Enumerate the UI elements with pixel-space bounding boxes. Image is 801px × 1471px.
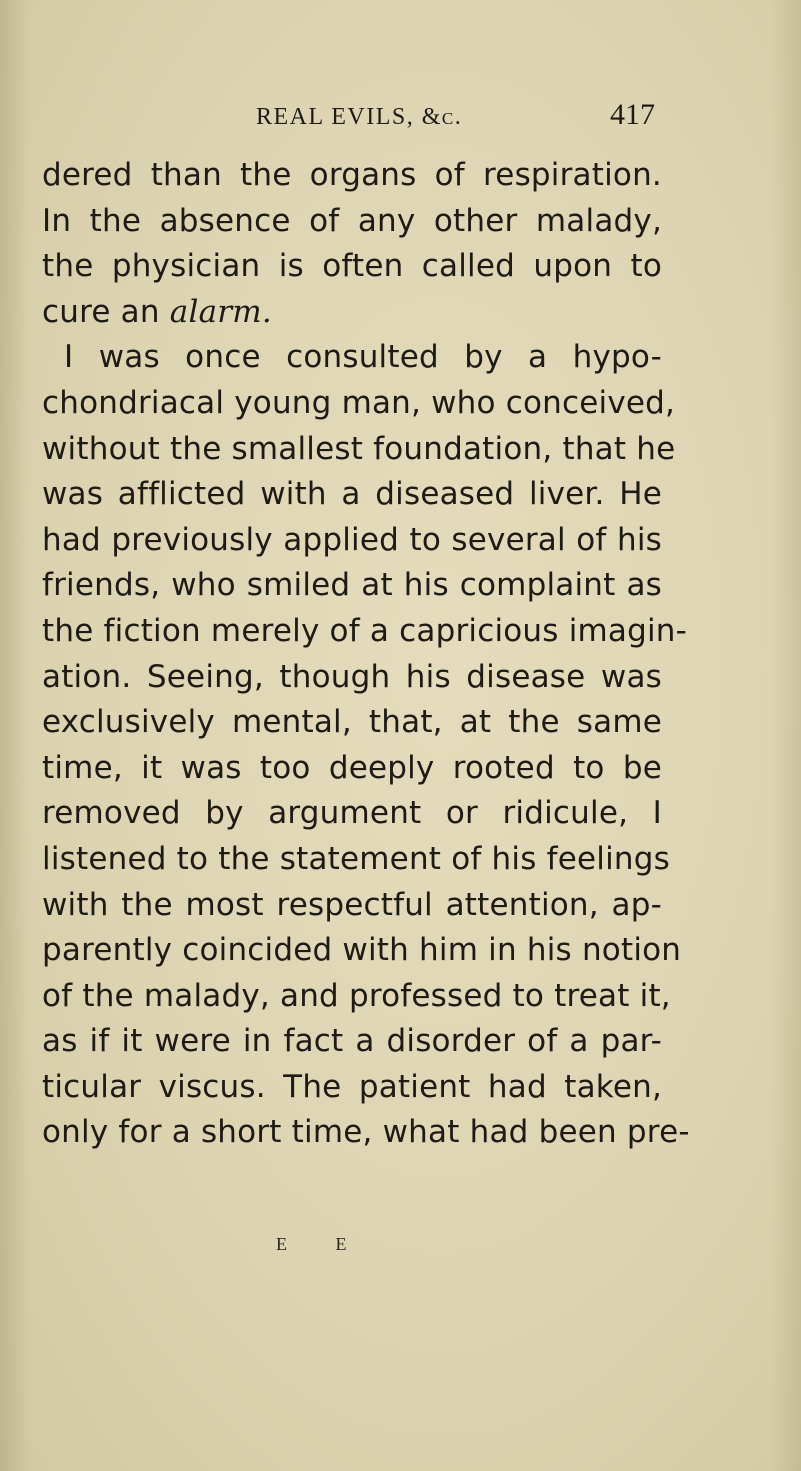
page-header (0, 96, 801, 140)
left-page-shadow (0, 0, 30, 1471)
text-line-13: exclusively mental, that, at the same (42, 704, 662, 741)
text-line-3: the physician is often called upon to (42, 248, 662, 285)
text-line-14: time, it was too deeply rooted to be (42, 749, 662, 786)
running-title: REAL EVILS, &c. (256, 104, 463, 130)
right-page-shadow (771, 0, 801, 1471)
text-line-5: I was once consulted by a hypo- (64, 339, 662, 376)
text-line-9: had previously applied to several of his (42, 521, 662, 558)
text-line-4-start: cure an (42, 293, 170, 330)
text-line-6: chondriacal young man, who conceived, (42, 384, 676, 421)
text-line-22: only for a short time, what had been pre- (42, 1114, 690, 1151)
text-line-18: parently coincided with him in his notion (42, 932, 682, 969)
text-line-19: of the malady, and professed to treat it, (42, 977, 671, 1014)
body-text (42, 153, 690, 1156)
text-line-12: ation. Seeing, though his disease was (42, 658, 662, 695)
text-line-8: was afflicted with a diseased liver. He (42, 476, 662, 513)
signature-mark: E E (276, 1234, 369, 1254)
page-number: 417 (610, 98, 655, 131)
text-line-1: dered than the organs of respiration. (42, 157, 662, 193)
text-line-2: In the absence of any other malady, (42, 202, 662, 239)
text-line-16: listened to the statement of his feelings (42, 840, 670, 877)
text-line-10: friends, who smiled at his complaint as (42, 567, 662, 604)
text-line-20: as if it were in fact a disorder of a par- (42, 1023, 662, 1060)
text-line-11: the fiction merely of a capricious imagin- (42, 612, 688, 649)
text-line-15: removed by argument or ridicule, I (42, 795, 662, 832)
text-line-4 (42, 290, 662, 336)
text-line-7: without the smallest foundation, that he (42, 430, 676, 467)
text-line-21: ticular viscus. The patient had taken, (42, 1068, 662, 1105)
text-line-17: with the most respectful attention, ap- (42, 886, 662, 923)
italic-word-alarm: alarm. (169, 293, 272, 330)
